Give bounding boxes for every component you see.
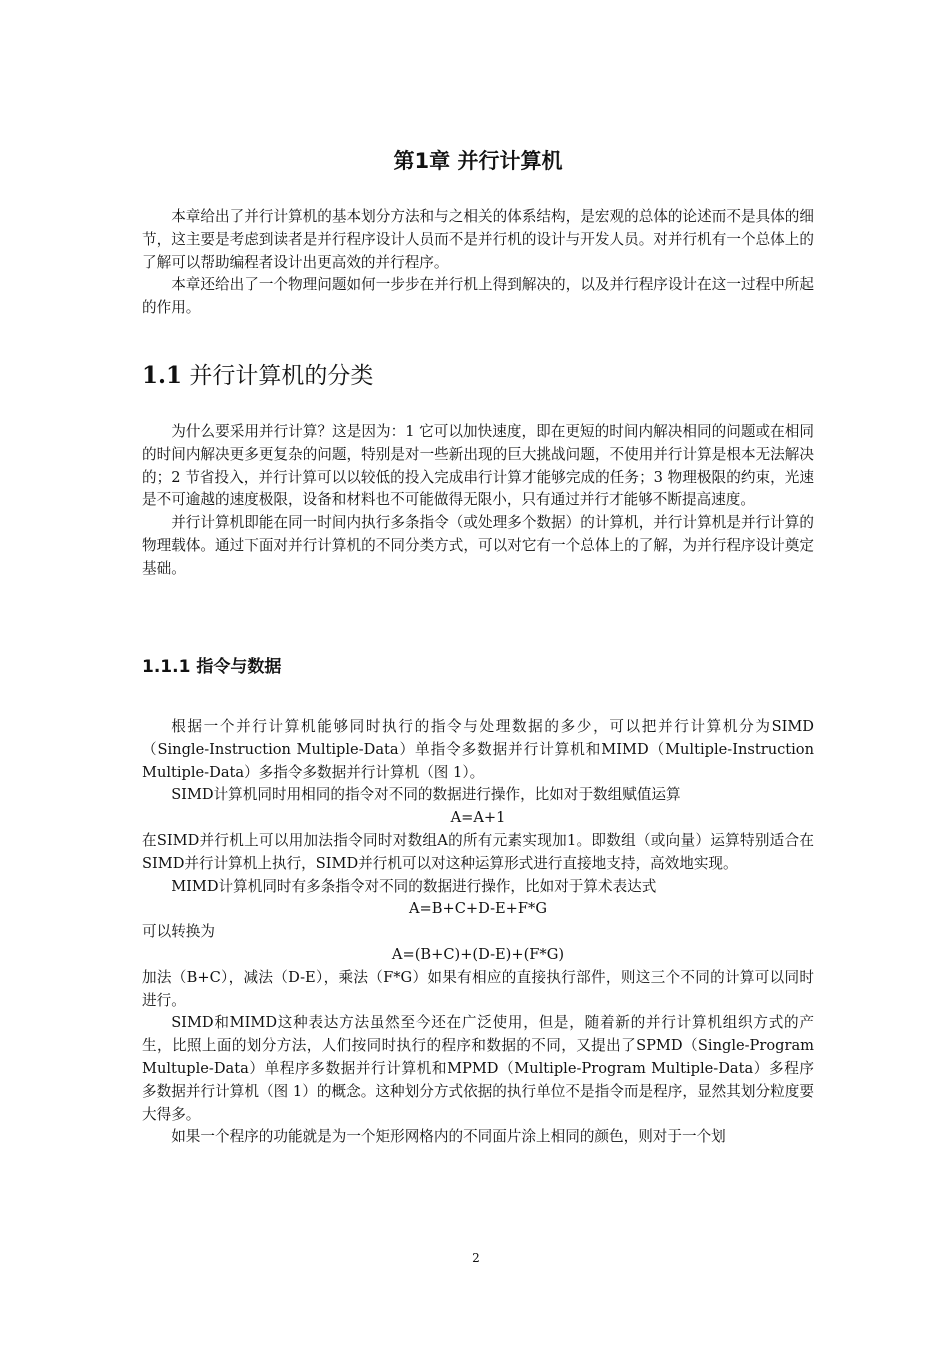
section-heading-1-1 [142, 360, 373, 392]
section-1-1-body [142, 421, 814, 581]
subsection-1-1-1-body [142, 716, 814, 1149]
subsection-paragraph-2: SIMD计算机同时用相同的指令对不同的数据进行操作，比如对于数组赋值运算 [171, 786, 681, 804]
subsection-paragraph-1: 根据一个并行计算机能够同时执行的指令与处理数据的多少，可以把并行计算机分为SIMD（Single-Instruction Multiple-Data）单指令多数据并行计算机和MIMD（Multiple-Instruction Multiple-Data）多指令多数据并行计算机（图 1）。 [142, 718, 814, 781]
subsection-paragraph-7: SIMD和MIMD这种表达方法虽然至今还在广泛使用，但是，随着新的并行计算机组织方式的产生，比照上面的划分方法，人们按同时执行的程序和数据的不同，又提出了SPMD（Single-Program Multuple-Data）单程序多数据并行计算机和MPMD（Multiple-Program Multiple-Data）多程序多数据并行计算机（图 1）的概念。这种划分方式依据的执行单位不是指令而是程序，显然其划分粒度要大得多。 [142, 1014, 814, 1123]
formula-expression: A=B+C+D-E+F*G [409, 900, 547, 918]
subsection-paragraph-3: 在SIMD并行机上可以用加法指令同时对数组A的所有元素实现加1。即数组（或向量）运算特别适合在SIMD并行计算机上执行，SIMD并行机可以对这种运算形式进行直接地支持，高效地实现。 [142, 831, 814, 872]
subsection-heading-1-1-1: 1.1.1 指令与数据 [142, 657, 282, 677]
section-title: 并行计算机的分类 [189, 363, 374, 389]
formula-grouped-expression: A=(B+C)+(D-E)+(F*G) [391, 945, 565, 963]
page-number: 2 [472, 1251, 480, 1265]
intro-paragraph-2: 本章还给出了一个物理问题如何一步步在并行机上得到解决的，以及并行程序设计在这一过程中所起的作用。 [142, 276, 814, 317]
subsection-paragraph-4: MIMD计算机同时有多条指令对不同的数据进行操作，比如对于算术表达式 [171, 877, 657, 895]
formula-array-increment: A=A+1 [450, 809, 506, 827]
section-1-1-paragraph-1: 为什么要采用并行计算？这是因为：1 它可以加快速度，即在更短的时间内解决相同的问题或在相同的时间内解决更多更复杂的问题，特别是对一些新出现的巨大挑战问题，不使用并行计算是根本无法解决的；2 节省投入，并行计算可以以较低的投入完成串行计算才能够完成的任务；3 物理极限的约束，光速是不可逾越的速度极限，设备和材料也不可能做得无限小，只有通过并行才能够不断提高速度。 [142, 423, 814, 509]
subsection-paragraph-6: 加法（B+C），减法（D-E），乘法（F*G）如果有相应的直接执行部件，则这三个不同的计算可以同时进行。 [142, 968, 814, 1009]
section-number: 1.1 [142, 362, 183, 389]
intro-section [142, 206, 814, 320]
intro-paragraph-1: 本章给出了并行计算机的基本划分方法和与之相关的体系结构，是宏观的总体的论述而不是具体的细节，这主要是考虑到读者是并行程序设计人员而不是并行机的设计与开发人员。对并行机有一个总体上的了解可以帮助编程者设计出更高效的并行程序。 [142, 208, 814, 271]
section-1-1-paragraph-2: 并行计算机即能在同一时间内执行多条指令（或处理多个数据）的计算机，并行计算机是并行计算的物理载体。通过下面对并行计算机的不同分类方式，可以对它有一个总体上的了解，为并行程序设计奠定基础。 [142, 514, 814, 577]
subsection-paragraph-5: 可以转换为 [142, 923, 215, 941]
chapter-title: 第1章 并行计算机 [393, 149, 563, 173]
subsection-paragraph-8: 如果一个程序的功能就是为一个矩形网格内的不同面片涂上相同的颜色，则对于一个划 [171, 1128, 726, 1146]
